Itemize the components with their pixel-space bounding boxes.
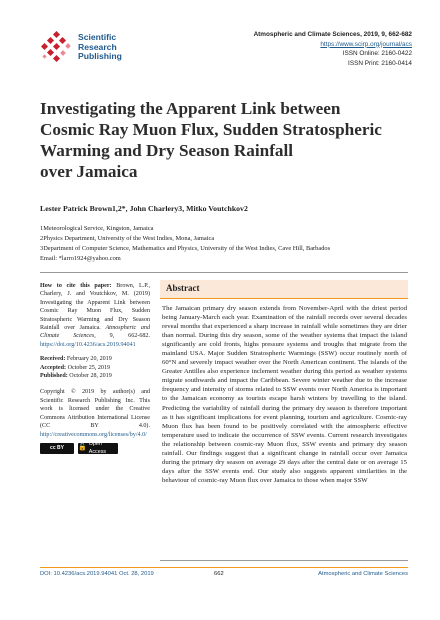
abstract-heading-box — [160, 280, 408, 298]
abstract-rule — [160, 298, 408, 299]
header-divider — [40, 272, 408, 273]
issn-print: ISSN Print: 2160-0414 — [348, 59, 412, 67]
srp-logo-icon — [40, 30, 74, 64]
cc-by-badge[interactable]: cc BY — [40, 443, 74, 454]
publisher-name: Scientific Research Publishing — [78, 32, 122, 61]
affiliation-2: 2Physics Department, University of the West Indies, Mona, Jamaica — [40, 235, 215, 242]
affiliation-1: 1Meteorological Service, Kingston, Jamaica — [40, 225, 154, 232]
page-number: 662 — [214, 571, 224, 577]
abstract-heading: Abstract — [166, 283, 200, 293]
affiliations — [40, 224, 330, 264]
copyright-notice: Copyright © 2019 by author(s) and Scientific Research Publishing Inc. This work is licensed under the Creative Commons Attribution International License (CC BY 4.0). http://creativecommons.org/licenses/by/4.0/ — [40, 389, 150, 438]
license-badges — [40, 443, 150, 454]
affiliation-3: 3Department of Computer Science, Mathematics and Physics, University of the West Indies, Cave Hill, Barbados — [40, 245, 331, 252]
open-access-badge: 🔓 Open Access — [78, 443, 118, 454]
journal-url-link[interactable]: https://www.scirp.org/journal/acs — [320, 40, 412, 48]
journal-info — [254, 30, 412, 68]
paper-title: Investigating the Apparent Link between Cosmic Ray Muon Flux, Sudden Stratospheric Warming and Dry Season Rainfall over Jamaica — [40, 99, 382, 181]
journal-citation: Atmospheric and Climate Sciences, 2019, 9, 662-682 — [253, 31, 412, 38]
footer-divider — [40, 567, 408, 568]
doi-link[interactable]: https://doi.org/10.4236/acs.2019.94041 — [40, 341, 136, 348]
author-email[interactable]: Email: *larro1924@yahoo.com — [40, 255, 121, 262]
footer-doi: DOI: 10.4236/acs.2019.94041 Oct. 28, 2019 — [40, 571, 154, 577]
author-list: Lester Patrick Brown1,2*, John Charlery3, Mitko Voutchkov2 — [40, 204, 248, 213]
open-lock-icon: 🔓 — [78, 444, 87, 452]
sidebar-info — [40, 282, 150, 454]
citation-block: How to cite this paper: Brown, L.P., Charlery, J. and Voutchkov, M. (2019) Investigating the Apparent Link between Cosmic Ray Muon Flux, Sudden Stratospheric Warming and Dry Season Rainfall over Jamaica. Atmospheric and Climate Sciences, 9, 662-682. https://doi.org/10.4236/acs.2019.94041 — [40, 283, 150, 348]
dates-block: Received: February 20, 2019 Accepted: October 25, 2019 Published: October 28, 2019 — [40, 356, 112, 380]
license-link[interactable]: http://creativecommons.org/licenses/by/4.0/ — [40, 431, 147, 438]
abstract-bottom-rule — [160, 560, 408, 561]
abstract-body: The Jamaican primary dry season extends from November-April with the driest period being January-March each year. Examination of the rainfall records over several decades reveal months that experienced a sharp increase in rainfall while sometimes they are drier than normal. During this dry season, some of the weather systems that impact the island significantly are cold fronts, highs pressure systems and troughs that migrate from the mainland USA. Major Sudden Stratospheric Warmings (SSW) occur routinely north of 60°N and severely impact weather over the North American continent. The islands of the Greater Antilles also experience inclement weather during this period as weather systems migrate southwards and impact the Caribbean. Severe winter weather due to the increase frequency and intensity of storms related to SSW events over North America is important to the Jamaican economy as tourists escape harsh winters by travelling to the island. Predicting the variability of rainfall during the primary dry season is therefore important as it has significant implications for event planning, tourism and agriculture. Cosmic-ray Muon flux has been found to be positively correlated with the atmospheric effective temperature used to indicate the occurrence of SSW events. Current research investigates the relationship between cosmic-ray Muon flux, SSW events and primary dry season rainfall. Our findings suggest that a significant change in rainfall occur over Jamaica during the primary dry season on average 29 days after the central date or on average 15 days after the SSW events end. Our study also suggests apparent similarities in the behaviour of cosmic-ray Muon flux over Jamaica to those when major SSW — [162, 305, 407, 484]
footer-journal: Atmospheric and Climate Sciences — [318, 571, 408, 577]
issn-online: ISSN Online: 2160-0422 — [342, 50, 412, 58]
